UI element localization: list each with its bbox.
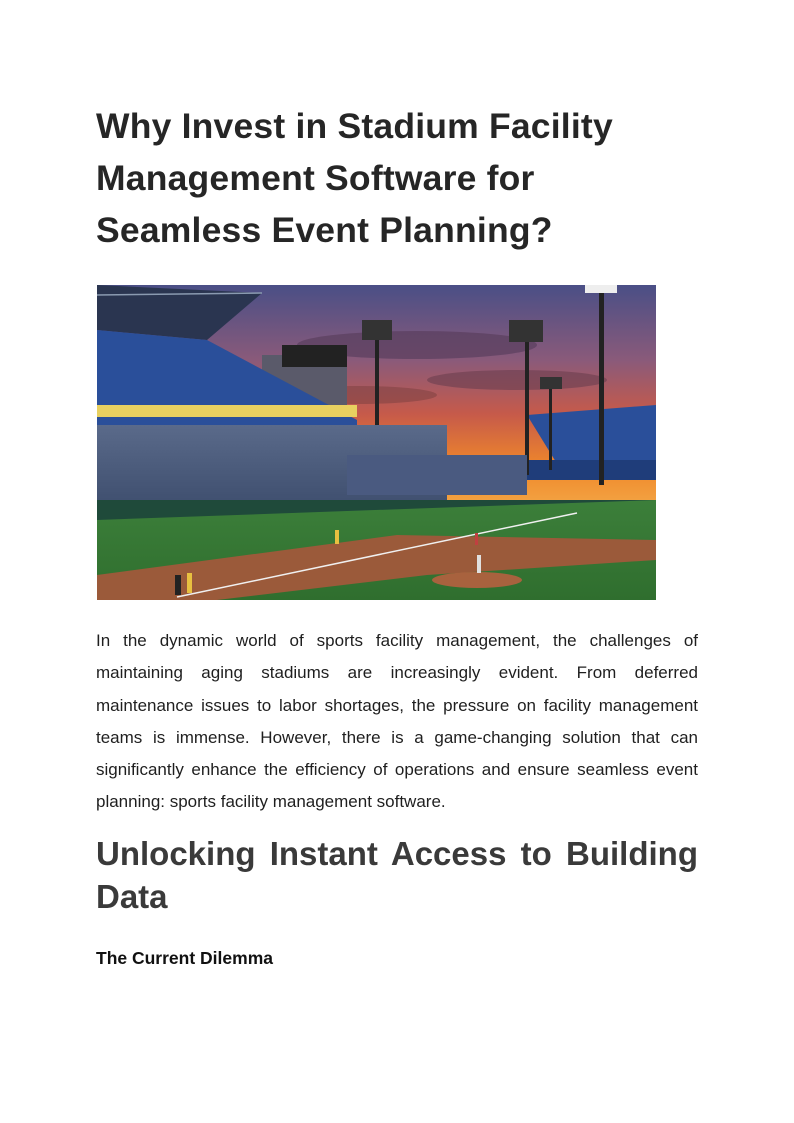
- subsection-heading: The Current Dilemma: [96, 948, 273, 968]
- stadium-photo: [97, 285, 656, 600]
- article-header: [96, 100, 698, 256]
- intro-paragraph: In the dynamic world of sports facility management, the challenges of maintaining aging stadiums are increasingly evident. From deferred maintenance issues to labor shortages, the pressure on facility management teams is immense. However, there is a game-changing solution that can significantly enhance the efficiency of operations and ensure seamless event planning: sports facility management software.: [96, 631, 698, 812]
- article-title: Why Invest in Stadium Facility Management Software for Seamless Event Planning?: [96, 106, 613, 250]
- section-heading: Unlocking Instant Access to Building Data: [96, 835, 698, 915]
